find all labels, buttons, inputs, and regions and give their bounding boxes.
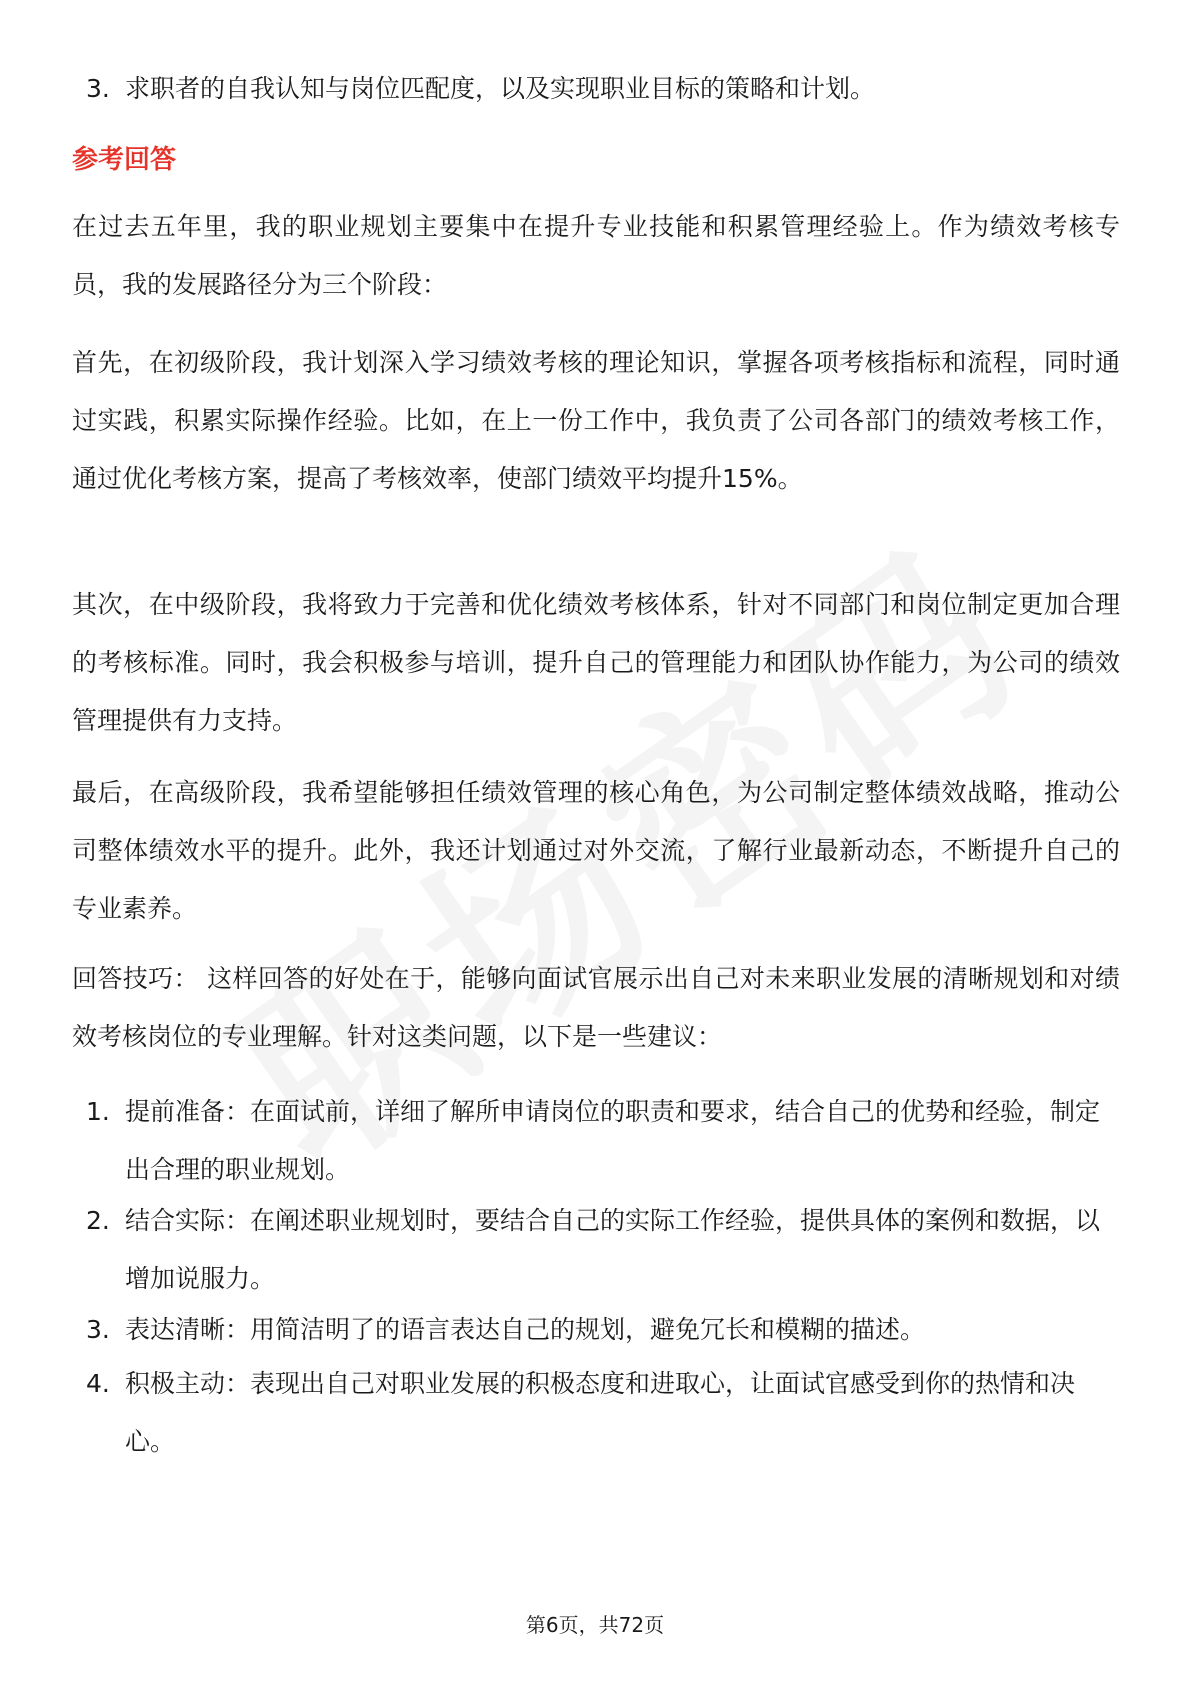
list-number: 4. <box>86 1369 110 1398</box>
list-number: 3. <box>86 1315 110 1344</box>
list-text: 求职者的自我认知与岗位匹配度，以及实现职业目标的策略和计划。 <box>125 74 876 103</box>
paragraph-intro: 在过去五年里，我的职业规划主要集中在提升专业技能和积累管理经验上。作为绩效考核专员，我的发展路径分为三个阶段： <box>72 212 1120 299</box>
list-number: 1. <box>86 1097 110 1126</box>
list-text: 提前准备：在面试前，详细了解所申请岗位的职责和要求，结合自己的优势和经验，制定出合理的职业规划。 <box>125 1097 1101 1184</box>
list-item <box>72 1301 1120 1359</box>
list-item <box>72 60 1120 118</box>
list-item <box>72 1192 1120 1308</box>
list-text: 结合实际：在阐述职业规划时，要结合自己的实际工作经验，提供具体的案例和数据，以增加说服力。 <box>125 1206 1101 1293</box>
paragraph-tips-intro: 回答技巧： 这样回答的好处在于，能够向面试官展示出自己对未来职业发展的清晰规划和对绩效考核岗位的专业理解。针对这类问题，以下是一些建议： <box>72 964 1120 1051</box>
list-text: 积极主动：表现出自己对职业发展的积极态度和进取心，让面试官感受到你的热情和决心。 <box>125 1369 1076 1456</box>
answer-heading: 参考回答 <box>72 145 177 175</box>
list-text: 表达清晰：用简洁明了的语言表达自己的规划，避免冗长和模糊的描述。 <box>125 1315 926 1344</box>
paragraph-stage-2: 其次，在中级阶段，我将致力于完善和优化绩效考核体系，针对不同部门和岗位制定更加合理的考核标准。同时，我会积极参与培训，提升自己的管理能力和团队协作能力，为公司的绩效管理提供有力支持。 <box>72 590 1120 735</box>
paragraph-stage-3: 最后，在高级阶段，我希望能够担任绩效管理的核心角色，为公司制定整体绩效战略，推动公司整体绩效水平的提升。此外，我还计划通过对外交流，了解行业最新动态，不断提升自己的专业素养。 <box>72 778 1120 923</box>
paragraph-stage-1: 首先，在初级阶段，我计划深入学习绩效考核的理论知识，掌握各项考核指标和流程，同时通过实践，积累实际操作经验。比如，在上一份工作中，我负责了公司各部门的绩效考核工作，通过优化考核方案，提高了考核效率，使部门绩效平均提升15%。 <box>72 348 1120 493</box>
list-number: 3. <box>86 74 110 103</box>
list-item <box>72 1355 1120 1471</box>
page-footer: 第6页，共72页 <box>525 1613 665 1637</box>
list-item <box>72 1083 1120 1199</box>
list-number: 2. <box>86 1206 110 1235</box>
